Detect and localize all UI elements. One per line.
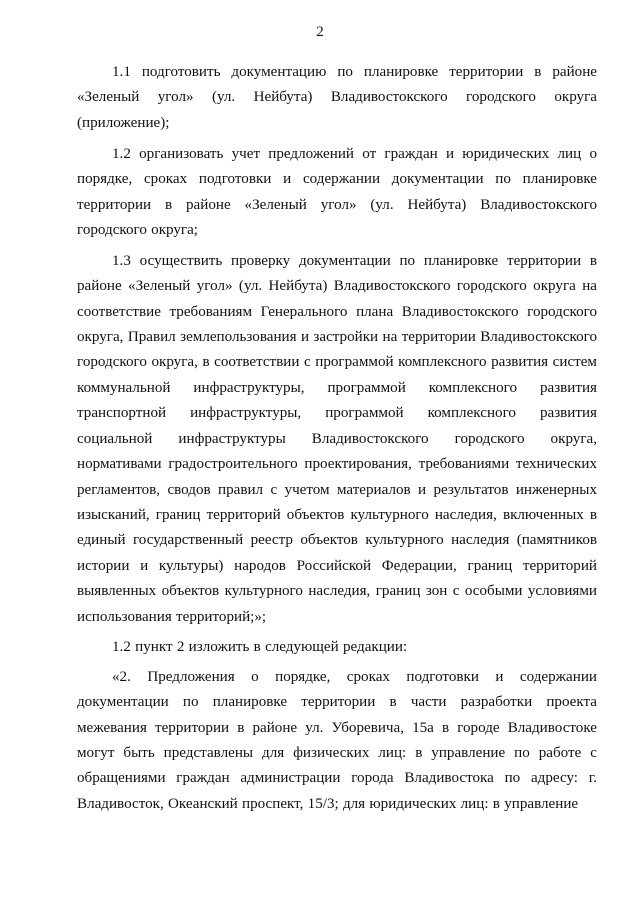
paragraph-1-2: 1.2 организовать учет предложений от граждан и юридических лиц о порядке, сроках подготовки и содержании документации по планировке территории в районе «Зеленый угол» (ул. Нейбута) Владивостокского городского округа; — [77, 145, 597, 238]
page-number: 2 — [316, 24, 324, 40]
paragraph-1-1: 1.1 подготовить документацию по планировке территории в районе «Зеленый угол» (ул. Нейбута) Владивостокского городского округа (приложение); — [77, 64, 597, 131]
paragraph-item-2-text: «2. Предложения о порядке, сроках подготовки и содержании документации по планировке территории в части разработки проекта межевания территории в районе ул. Уборевича, 15а в городе Владивостоке могут быть представлены для физических лиц: в управление по работе с обращениями граждан администрации города Владивостока по адресу: г. Владивосток, Океанский проспект, 15/3; для юридических лиц: в управление — [77, 668, 597, 812]
paragraph-1-3: 1.3 осуществить проверку документации по планировке территории в районе «Зеленый угол» (ул. Нейбута) Владивостокского городского округа на соответствие требованиям Генерального плана Владивостокского городского округа, Правил землепользования и застройки на территории Владивостокского городского округа, в соответствии с программой комплексного развития систем коммунальной инфраструктуры, программой комплексного развития транспортной инфраструктуры, программой комплексного развития социальной инфраструктуры Владивостокского городского округа, нормативами градостроительного проектирования, требованиями технических регламентов, сводов правил с учетом материалов и результатов инженерных изысканий, границ территорий объектов культурного наследия, включенных в единый государственный реестр объектов культурного наследия (памятников истории и культуры) народов Российской Федерации, границ территорий выявленных объектов культурного наследия, границ зон с особыми условиями использования территорий;»; — [77, 252, 597, 625]
document-body — [77, 60, 597, 823]
paragraph-amendment-item-2: 1.2 пункт 2 изложить в следующей редакции: — [112, 639, 408, 656]
